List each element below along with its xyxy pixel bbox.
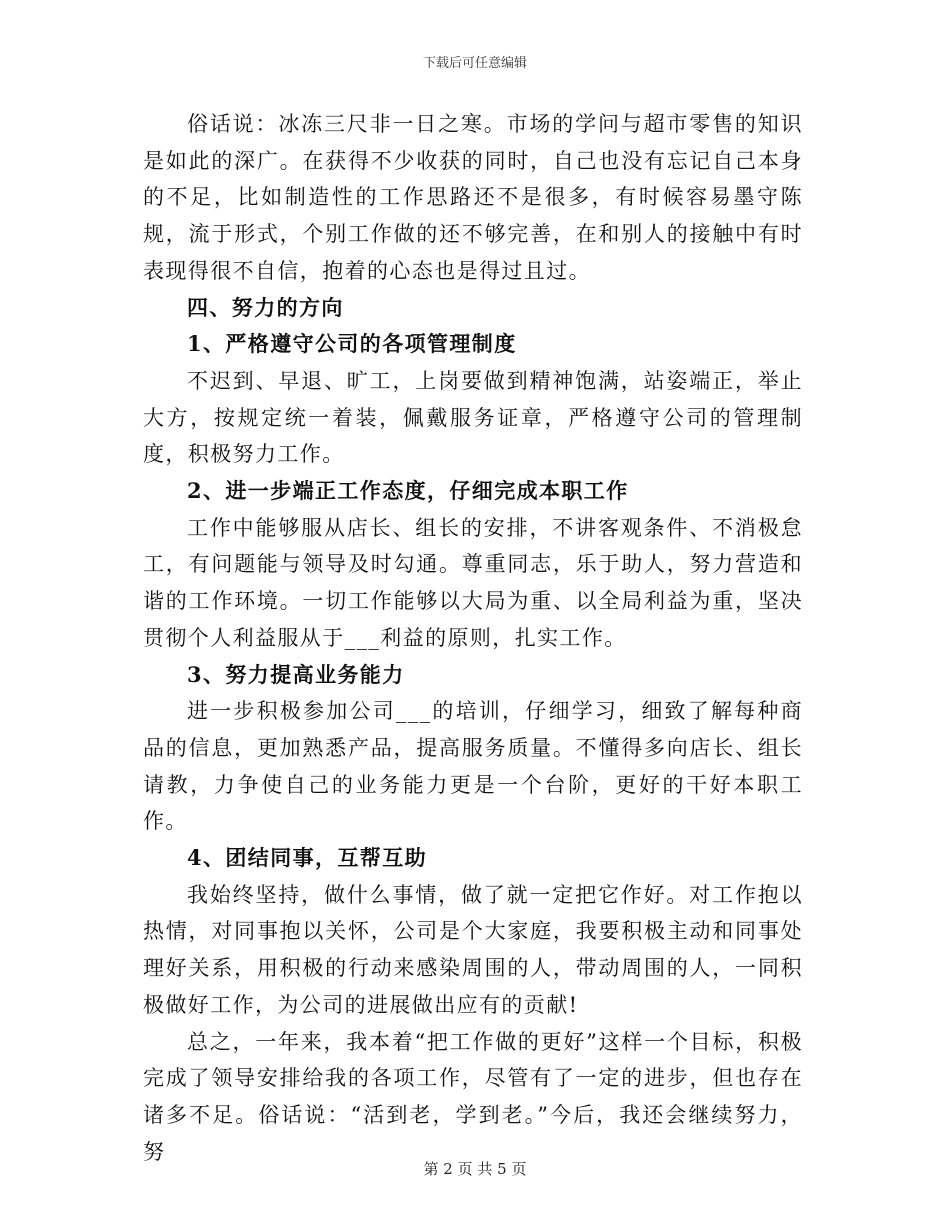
subheading-work-attitude: 2、进一步端正工作态度，仔细完成本职工作 [187, 478, 629, 504]
subheading-business-ability: 3、努力提高业务能力 [187, 661, 405, 687]
paragraph-work-attitude: 工作中能够服从店长、组长的安排，不讲客观条件、不消极怠工，有问题能与领导及时勾通。尊重同志，乐于助人，努力营造和谐的工作环境。一切工作能够以大局为重、以全局利益为重，坚决贯彻个人利益服从于___利益的原则，扎实工作。 [143, 515, 803, 650]
page-header: 下载后可任意编辑 [422, 56, 527, 71]
page-number: 第 2 页 共 5 页 [423, 1160, 527, 1178]
paragraph-follow-rules: 不迟到、早退、旷工，上岗要做到精神饱满，站姿端正，举止大方，按规定统一着装，佩戴服务证章，严格遵守公司的管理制度，积极努力工作。 [143, 368, 803, 467]
paragraph-summary: 总之，一年来，我本着“把工作做的更好”这样一个目标，积极完成了领导安排给我的各项工作，尽管有了一定的进步，但也存在诸多不足。俗话说：“活到老，学到老。”今后，我还会继续努力，努 [143, 1029, 803, 1164]
paragraph-business-ability: 进一步积极参加公司___的培训，仔细学习，细致了解每种商品的信息，更加熟悉产品，提高服务质量。不懂得多向店长、组长请教，力争使自己的业务能力更是一个台阶，更好的干好本职工作。 [143, 699, 803, 834]
paragraph-teamwork: 我始终坚持，做什么事情，做了就一定把它作好。对工作抱以热情，对同事抱以关怀，公司是个大家庭，我要积极主动和同事处理好关系，用积极的行动来感染周围的人，带动周围的人，一同积极做好工作，为公司的进展做出应有的贡献! [143, 882, 803, 1017]
document-body [143, 106, 803, 1170]
paragraph-self-assessment: 俗话说：冰冻三尺非一日之寒。市场的学问与超市零售的知识是如此的深广。在获得不少收获的同时，自己也没有忘记自己本身的不足，比如制造性的工作思路还不是很多，有时候容易墨守陈规，流于形式，个别工作做的还不够完善，在和别人的接触中有时表现得很不自信，抱着的心态也是得过且过。 [143, 112, 803, 283]
subheading-follow-rules: 1、严格遵守公司的各项管理制度 [187, 331, 517, 357]
subheading-teamwork: 4、团结同事，互帮互助 [187, 845, 428, 871]
section-heading-direction: 四、努力的方向 [187, 294, 344, 320]
